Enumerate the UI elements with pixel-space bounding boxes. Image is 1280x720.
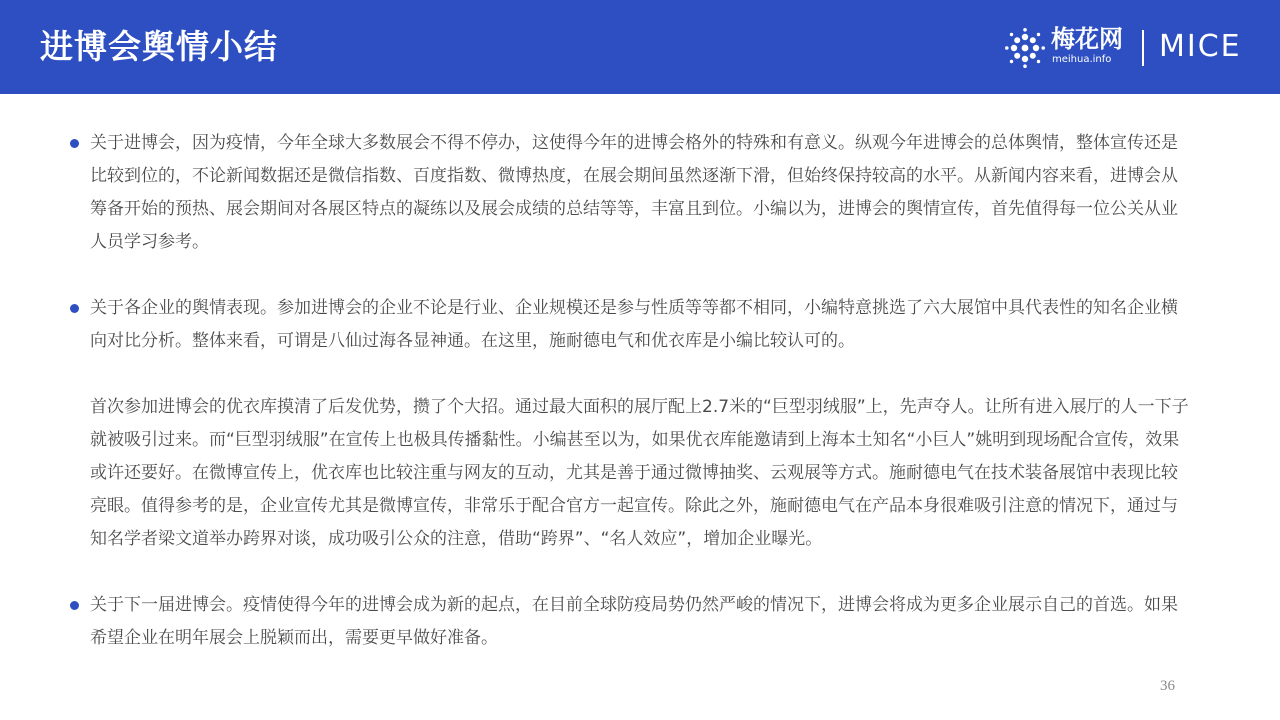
spacer bbox=[70, 358, 1190, 391]
header-bar bbox=[0, 0, 1280, 94]
bullet-icon bbox=[70, 601, 79, 610]
logo-url: meihua.info bbox=[1052, 54, 1112, 65]
meihua-logo bbox=[1005, 24, 1245, 70]
paragraph-text: 关于进博会，因为疫情，今年全球大多数展会不得不停办，这使得今年的进博会格外的特殊和有意义。纵观今年进博会的总体舆情，整体宣传还是比较到位的，不论新闻数据还是微信指数、百度指数、微博热度，在展会期间虽然逐渐下滑，但始终保持较高的水平。从新闻内容来看，进博会从筹备开始的预热、展会期间对各展区特点的凝练以及展会成绩的总结等等，丰富且到位。小编以为，进博会的舆情宣传，首先值得每一位公关从业人员学习参考。 bbox=[90, 133, 1178, 252]
page-title: 进博会舆情小结 bbox=[40, 27, 278, 66]
logo-name-cn: 梅花网 bbox=[1051, 25, 1123, 53]
paragraph-case-details bbox=[70, 391, 1190, 556]
page-number: 36 bbox=[1160, 678, 1175, 694]
logo-divider bbox=[1142, 30, 1144, 66]
logo-mice: MICE bbox=[1159, 29, 1242, 64]
paragraph-next-expo bbox=[70, 589, 1190, 655]
plum-blossom-icon bbox=[1005, 28, 1045, 68]
paragraph-enterprise-performance bbox=[70, 292, 1190, 358]
paragraph-overall-sentiment bbox=[70, 127, 1190, 259]
spacer bbox=[70, 259, 1190, 292]
bullet-icon bbox=[70, 304, 79, 313]
paragraph-text: 首次参加进博会的优衣库摸清了后发优势，攒了个大招。通过最大面积的展厅配上2.7米的“巨型羽绒服”上，先声夺人。让所有进入展厅的人一下子就被吸引过来。而“巨型羽绒服”在宣传上也极具传播黏性。小编甚至以为，如果优衣库能邀请到上海本土知名“小巨人”姚明到现场配合宣传，效果或许还要好。在微博宣传上，优衣库也比较注重与网友的互动，尤其是善于通过微博抽奖、云观展等方式。施耐德电气在技术装备展馆中表现比较亮眼。值得参考的是，企业宣传尤其是微博宣传，非常乐于配合官方一起宣传。除此之外，施耐德电气在产品本身很难吸引注意的情况下，通过与知名学者梁文道举办跨界对谈，成功吸引公众的注意，借助“跨界”、“名人效应”，增加企业曝光。 bbox=[90, 397, 1189, 549]
spacer bbox=[70, 556, 1190, 589]
bullet-icon bbox=[70, 139, 79, 148]
paragraph-text: 关于下一届进博会。疫情使得今年的进博会成为新的起点，在目前全球防疫局势仍然严峻的情况下，进博会将成为更多企业展示自己的首选。如果希望企业在明年展会上脱颖而出，需要更早做好准备。 bbox=[90, 595, 1178, 648]
paragraph-text: 关于各企业的舆情表现。参加进博会的企业不论是行业、企业规模还是参与性质等等都不相同，小编特意挑选了六大展馆中具代表性的知名企业横向对比分析。整体来看，可谓是八仙过海各显神通。在这里，施耐德电气和优衣库是小编比较认可的。 bbox=[90, 298, 1178, 351]
summary-content bbox=[70, 127, 1190, 655]
